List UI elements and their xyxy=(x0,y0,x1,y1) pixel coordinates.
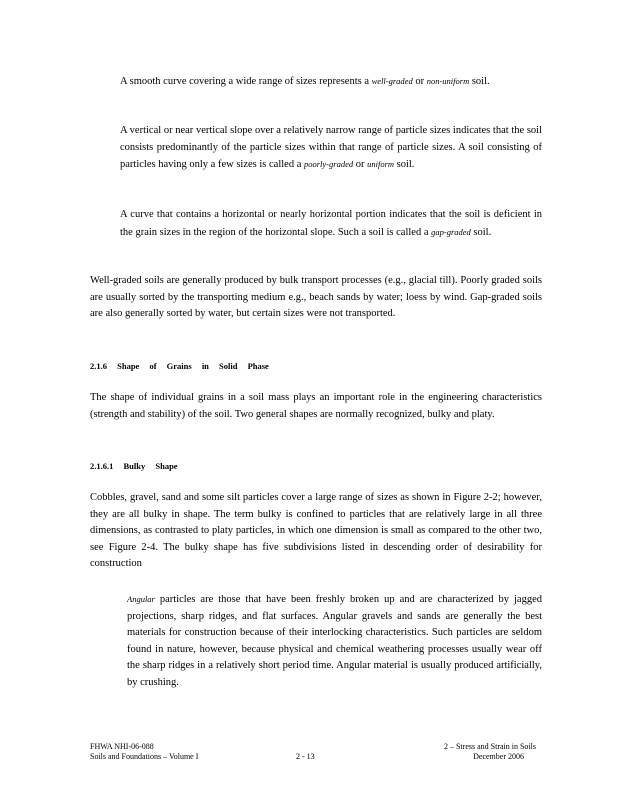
footer-page-number: 2 - 13 xyxy=(296,752,315,761)
bullet-text-poorly-graded xyxy=(120,123,542,174)
bullet-2-italic-1: poorly-graded xyxy=(303,159,354,170)
bullet-1-italic-1: well-graded xyxy=(371,76,413,86)
bullet-3-text: A curve that contains a horizontal or nearly horizontal portion indicates that the soil is deficient in the grain sizes in the region of the horizontal slope. Such a soil is called a xyxy=(120,209,542,238)
bullet-3-tail: soil. xyxy=(470,226,492,238)
bullet-1-mid: or xyxy=(412,76,427,87)
bullet-2-mid: or xyxy=(353,159,368,171)
paragraph-bulky-shape: Cobbles, gravel, sand and some silt particles cover a large range of sizes as shown in Figure 2-2; however, they are all bulky in shape. The term bulky is confined to particles that are relatively large in all three dimensions, as contrasted to platy particles, in which one dimension is small as compared to the other two, see Figure 2-4. The bulky shape has five subdivisions listed in descending order of desirability for construction xyxy=(90,492,542,570)
angular-term: Angular xyxy=(127,594,155,604)
bullet-3-italic-1: gap-graded xyxy=(431,226,471,237)
bullet-2-tail: soil. xyxy=(394,159,415,171)
footer-doc-title: Soils and Foundations – Volume I xyxy=(90,752,199,761)
angular-description: particles are those that have been freshly broken up and are characterized by jagged projections, sharp ridges, and flat surfaces. Angular gravels and sands are generally the best materials for construction because of their interlocking characteristics. Such particles are seldom found in nature, however, because physical and chemical weathering processes usually wear off the sharp ridges in a relatively short period time. Angular material is usually produced artificially, by crushing. xyxy=(127,594,542,688)
bullet-2-italic-2: uniform xyxy=(367,159,395,170)
bullet-1-tail: soil. xyxy=(469,76,490,87)
bullet-text-angular xyxy=(127,591,542,692)
footer-doc-number: FHWA NHI-06-088 xyxy=(90,742,154,751)
footer-left xyxy=(90,742,198,762)
paragraph-well-graded: Well-graded soils are generally produced by bulk transport processes (e.g., glacial till). Poorly graded soils are usually sorted by the transporting medium e.g., beach sands by water; loess by wind. Gap-graded soils are also generally sorted by water, but certain sizes were not transported. xyxy=(90,275,542,320)
footer-chapter-title: 2 – Stress and Strain in Soils xyxy=(443,742,536,751)
section-heading-2-1-6: 2.1.6 Shape of Grains in Solid Phase xyxy=(90,361,269,371)
section-heading-2-1-6-1: 2.1.6.1 Bulky Shape xyxy=(90,461,178,471)
footer-date: December 2006 xyxy=(473,752,524,761)
bullet-1-text: A smooth curve covering a wide range of sizes represents a xyxy=(120,76,372,87)
paragraph-shape-of-grains: The shape of individual grains in a soil mass plays an important role in the engineering characteristics (strength and stability) of the soil. Two general shapes are normally recognized, bulky and platy. xyxy=(90,392,542,420)
bullet-1-italic-2: non-uniform xyxy=(426,76,470,86)
bullet-text-gap-graded xyxy=(120,207,542,241)
footer-right xyxy=(420,742,536,762)
bullet-text-well-graded xyxy=(120,73,530,91)
bullet-2-text: A vertical or near vertical slope over a relatively narrow range of particle sizes indicates that the soil consists predominantly of the particle sizes within that range of particle sizes. A soil consisting of particles having only a few sizes is called a xyxy=(120,125,542,171)
